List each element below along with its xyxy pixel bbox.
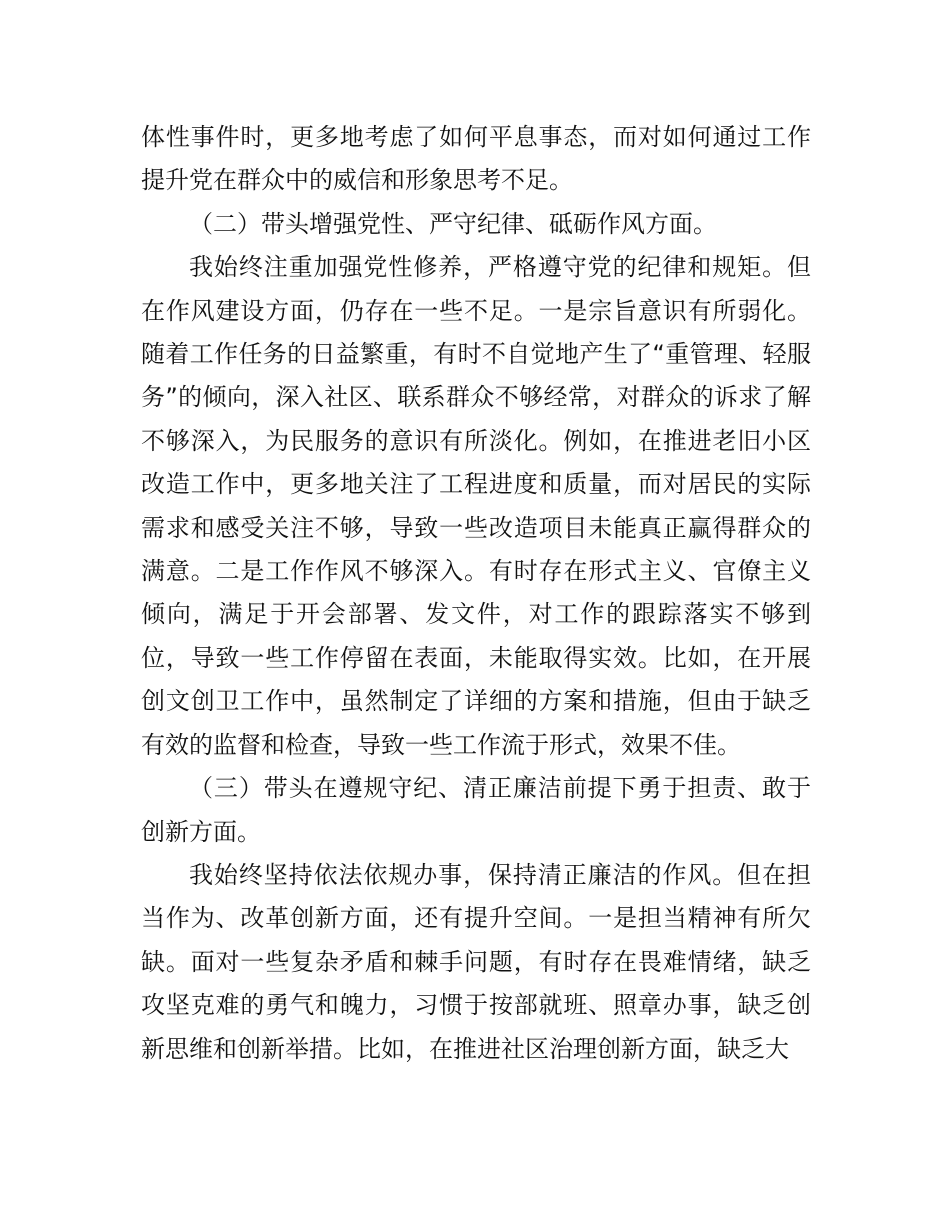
section-heading-2: （二）带头增强党性、严守纪律、砥砺作风方面。 [189, 209, 717, 238]
section-heading-3: （三）带头在遵规守纪、清正廉洁前提下勇于担责、敢于创新方面。 [141, 774, 811, 846]
paragraph-section-3: 我始终坚持依法依规办事，保持清正廉洁的作风。但在担当作为、改革创新方面，还有提升空间。一是担当精神有所欠缺。面对一些复杂矛盾和棘手问题，有时存在畏难情绪，缺乏攻坚克难的勇气和魄力，习惯于按部就班、照章办事，缺乏创新思维和创新举措。比如，在推进社区治理创新方面，缺乏大 [141, 860, 811, 1063]
paragraph-continuation: 体性事件时，更多地考虑了如何平息事态，而对如何通过工作提升党在群众中的威信和形象思考不足。 [141, 123, 811, 195]
document-body [141, 116, 811, 1071]
paragraph-section-2: 我始终注重加强党性修养，严格遵守党的纪律和规矩。但在作风建设方面，仍存在一些不足。一是宗旨意识有所弱化。随着工作任务的日益繁重，有时不自觉地产生了“重管理、轻服务”的倾向，深入社区、联系群众不够经常，对群众的诉求了解不够深入，为民服务的意识有所淡化。例如，在推进老旧小区改造工作中，更多地关注了工程进度和质量，而对居民的实际需求和感受关注不够，导致一些改造项目未能真正赢得群众的满意。二是工作作风不够深入。有时存在形式主义、官僚主义倾向，满足于开会部署、发文件，对工作的跟踪落实不够到位，导致一些工作停留在表面，未能取得实效。比如，在开展创文创卫工作中，虽然制定了详细的方案和措施，但由于缺乏有效的监督和检查，导致一些工作流于形式，效果不佳。 [141, 253, 811, 759]
